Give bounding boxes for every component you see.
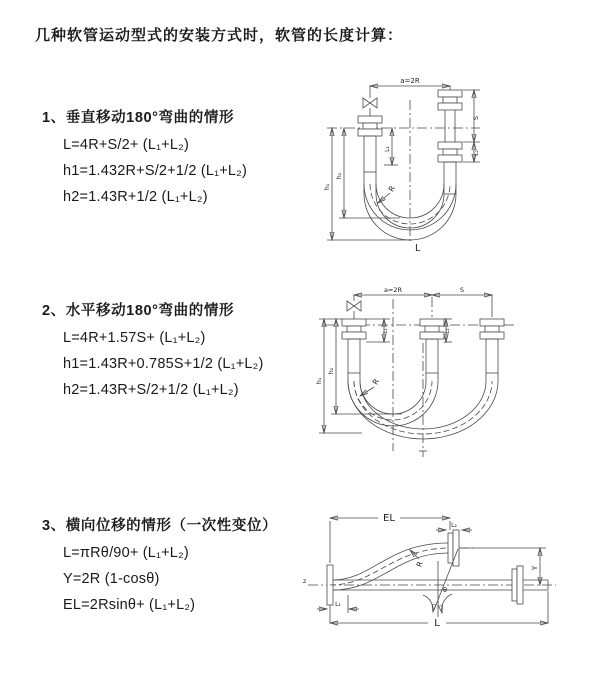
dim-a-2r (354, 286, 432, 295)
dim-label-l2: L₂ (445, 328, 451, 334)
right-pipe (480, 319, 504, 381)
dim-s (432, 286, 492, 317)
dim-l2 (436, 522, 472, 530)
left-braided-hose (364, 136, 376, 172)
dim-label-l2: L₂ (451, 522, 457, 529)
dim-label-h1: h₁ (323, 183, 331, 191)
formula-el: EL=2Rsinθ+ (L₁+L₂) (63, 597, 196, 613)
section-1 (42, 106, 247, 205)
right-pipe-flanges (438, 90, 462, 162)
dim-l1 (384, 128, 398, 165)
diagram-lateral-displacement (300, 503, 600, 643)
left-pipe (342, 319, 366, 381)
dim-label-h2: h₂ (327, 367, 335, 375)
dim-label-s: S (472, 115, 480, 121)
dim-label-a2r: a=2R (400, 77, 420, 85)
section-1-heading: 1、垂直移动180°弯曲的情形 (42, 110, 235, 126)
dim-label-h2: h₂ (335, 172, 343, 180)
dim-l1 (317, 595, 359, 613)
radius-callout (360, 377, 381, 396)
middle-pipe (420, 319, 444, 381)
radius-callout (378, 184, 397, 203)
dim-y (460, 548, 546, 585)
dim-l1 (366, 319, 390, 342)
dim-label-l2: L₂ (473, 150, 480, 156)
valve-icon (347, 295, 361, 319)
dim-h1 (323, 128, 412, 240)
formula-h1: h1=1.432R+S/2+1/2 (L₁+L₂) (63, 163, 248, 179)
dim-label-r: R (414, 560, 425, 569)
valve-icon (363, 86, 377, 116)
formula-l: L=4R+S/2+ (L₁+L₂) (63, 137, 189, 153)
dim-label-h1: h₁ (315, 377, 323, 385)
section-2 (42, 299, 264, 398)
dim-label-el: EL (383, 513, 395, 524)
formula-y: Y=2R (1-cosθ) (63, 571, 160, 587)
dim-label-l: L (434, 618, 440, 629)
section-3-heading: 3、横向位移的情形（一次性变位） (42, 518, 278, 534)
dim-a-2r (370, 77, 450, 90)
diagram-vertical-180-bend (302, 72, 598, 258)
page-title: 几种软管运动型式的安装方式时，软管的长度计算： (35, 27, 404, 44)
dim-label-l-bottom: L (415, 243, 421, 254)
dim-label-l1: L₁ (383, 328, 389, 334)
formula-h2: h2=1.43R+S/2+1/2 (L₁+L₂) (63, 382, 239, 398)
dim-label-r: R (370, 377, 382, 387)
diagram-horizontal-180-bend (302, 283, 598, 463)
dim-label-theta: θ (443, 586, 447, 594)
formula-h2: h2=1.43R+1/2 (L₁+L₂) (63, 189, 208, 205)
section-2-heading: 2、水平移动180°弯曲的情形 (42, 303, 235, 319)
dim-label-y: Y (531, 565, 539, 571)
formula-l: L=πRθ/90+ (L₁+L₂) (63, 545, 189, 561)
dim-label-s: S (459, 286, 465, 294)
dim-label-a2r: a=2R (383, 286, 403, 294)
centerline-mark: z (303, 578, 307, 585)
formula-l: L=4R+1.57S+ (L₁+L₂) (63, 330, 206, 346)
dim-label-r: R (386, 184, 398, 194)
dim-label-l1: L₁ (384, 146, 391, 152)
formula-h1: h1=1.43R+0.785S+1/2 (L₁+L₂) (63, 356, 264, 372)
section-3 (42, 514, 277, 613)
dim-label-l1: L₁ (335, 601, 341, 608)
dim-h2 (335, 128, 400, 218)
dim-s (463, 90, 480, 162)
dim-el (330, 513, 450, 563)
left-pipe-flange (358, 116, 382, 136)
dim-l2 (444, 319, 452, 342)
